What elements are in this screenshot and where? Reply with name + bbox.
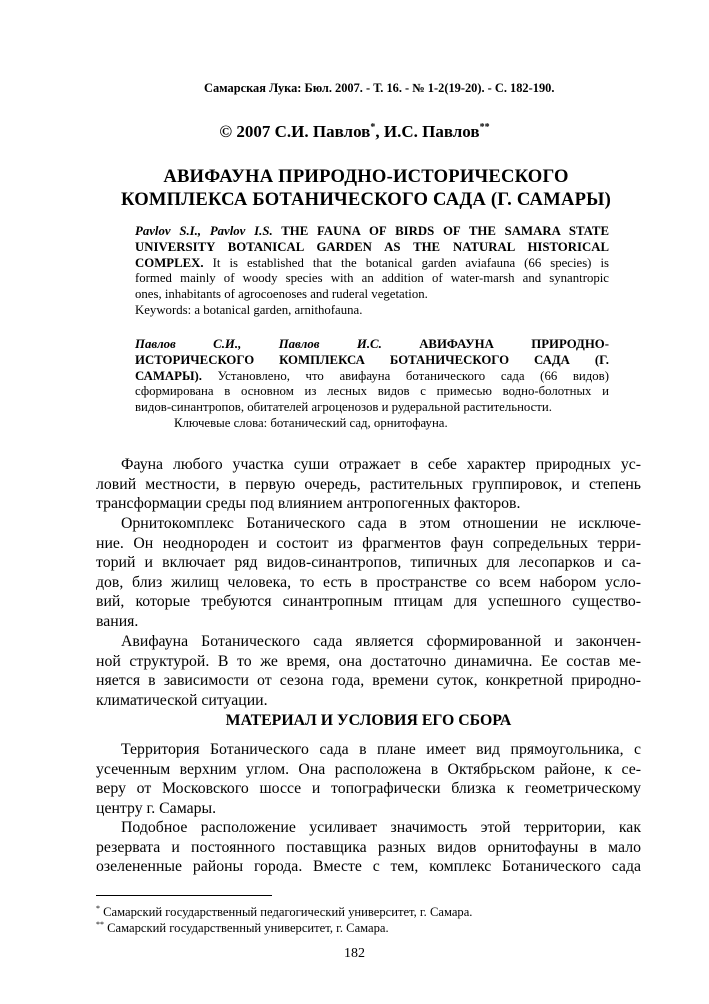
abstract-en-line-5: ones, inhabitants of agrocoenoses and ruderal vegetation. [135, 287, 428, 302]
footnote-2-mark: ** [96, 920, 104, 929]
body-line: ловий местности, в первую очередь, растительных группировок, и степень [96, 475, 641, 493]
body-line: веру от Московского шоссе и топографически близка к геометрическому [96, 780, 641, 798]
body-line: трансформации среды под влиянием антропогенных факторов. [96, 495, 521, 513]
paragraph-4 [96, 740, 641, 818]
body-line: ние. Он неоднороден и состоит из фрагментов фаун сопредельных терри- [96, 534, 641, 552]
footnote-mark-2: ** [479, 122, 490, 133]
paragraph-2 [96, 514, 641, 632]
paragraph-1 [96, 455, 641, 514]
abstract-en-text-3: It is established that the botanical garden aviafauna (66 species) is [203, 255, 609, 270]
body-line: резервата и постоянного поставщика разных видов орнитофауны в мало [96, 838, 641, 856]
abstract-ru-authors: Павлов С.И., Павлов И.С. [135, 337, 382, 351]
body-line: вания. [96, 612, 139, 630]
abstract-ru-title-1: АВИФАУНА ПРИРОДНО- [381, 337, 609, 351]
body-line: Территория Ботанического сада в плане имеет вид прямоугольника, с [121, 741, 641, 758]
copyright-authors: © 2007 С.И. Павлов [219, 122, 371, 141]
body-line: ной структурой. В то же время, она достаточно динамична. Ее состав ме- [96, 652, 641, 670]
abstract-en-title-1: THE FAUNA OF BIRDS OF THE SAMARA STATE [272, 224, 609, 238]
footnote-2 [96, 920, 389, 936]
abstract-ru-line-3 [135, 369, 609, 385]
body-line: торий и включает ряд видов-синантропов, типичных для лесопарков и са- [96, 554, 641, 572]
abstract-en-line-4: formed mainly of woody species with an addition of water-marsh and synantropic [135, 271, 609, 286]
body-line: Фауна любого участка суши отражает в себе характер природных ус- [121, 456, 641, 473]
body-line: няется в зависимости от сезона года, времени суток, конкретной природно- [96, 672, 641, 690]
abstract-russian [135, 337, 609, 432]
body-line: центру г. Самары. [96, 799, 217, 817]
footnote-1-text: Самарский государственный педагогический университет, г. Самара. [100, 905, 473, 919]
body-line: климатической ситуации. [96, 691, 268, 709]
authors-line [0, 122, 709, 142]
abstract-en-line-3 [135, 256, 609, 272]
body-line: вий, которые требуются синантропным птицам для успешного существо- [96, 593, 641, 611]
abstract-ru-title-3: САМАРЫ). [135, 368, 203, 383]
body-line: Подобное расположение усиливает значимость этой территории, как [121, 819, 641, 836]
abstract-ru-text-3: Установлено, что авифауна ботанического сада (66 видов) [202, 368, 609, 383]
footnote-1-mark: * [96, 904, 100, 913]
paragraph-5 [96, 818, 641, 877]
abstract-ru-line-4: сформирована в основном из лесных видов с примесью водно-болотных и [135, 384, 609, 399]
footnote-mark-1: * [370, 122, 376, 133]
abstract-en-keywords: Keywords: a botanical garden, arnithofauna. [135, 302, 363, 317]
abstract-english [135, 224, 609, 319]
abstract-en-line-1 [135, 224, 609, 240]
abstract-en-title-3: COMPLEX. [135, 255, 204, 270]
second-author: , И.С. Павлов [375, 122, 480, 141]
footnote-divider [96, 895, 272, 896]
abstract-en-authors: Pavlov S.I., Pavlov I.S. [135, 224, 273, 238]
journal-citation: Самарская Лука: Бюл. 2007. - Т. 16. - № 1-2(19-20). - С. 182-190. [204, 81, 555, 95]
abstract-ru-line-1 [135, 337, 609, 353]
abstract-ru-line-5: видов-синантропов, обитателей агроценозов и рудеральной растительности. [135, 400, 552, 415]
section-heading: МАТЕРИАЛ И УСЛОВИЯ ЕГО СБОРА [225, 712, 512, 729]
abstract-en-line-2: UNIVERSITY BOTANICAL GARDEN AS THE NATURAL HISTORICAL [135, 239, 609, 254]
body-line: Орнитокомплекс Ботанического сада в этом отношении не исключе- [121, 515, 641, 532]
footnote-1 [96, 904, 472, 920]
paragraph-3 [96, 632, 641, 710]
body-line: Авифауна Ботанического сада является сформированной и закончен- [121, 633, 641, 650]
abstract-ru-keywords: Ключевые слова: ботанический сад, орнитофауна. [174, 415, 448, 430]
footnote-2-text: Самарский государственный университет, г. Самара. [104, 921, 389, 935]
page-number: 182 [344, 946, 365, 961]
body-line: усеченным верхним углом. Она расположена в Октябрьском районе, к се- [96, 760, 641, 778]
abstract-ru-line-2: ИСТОРИЧЕСКОГО КОМПЛЕКСА БОТАНИЧЕСКОГО САДА (Г. [135, 352, 609, 367]
body-line: дов, близ жилищ человека, то есть в пространстве со всем набором усло- [96, 573, 641, 591]
body-line: озелененные районы города. Вместе с тем, комплекс Ботанического сада [96, 858, 641, 876]
paper-title [96, 165, 636, 211]
title-line-1: АВИФАУНА ПРИРОДНО-ИСТОРИЧЕСКОГО [163, 166, 569, 187]
title-line-2: КОМПЛЕКСА БОТАНИЧЕСКОГО САДА (Г. САМАРЫ) [121, 189, 611, 210]
